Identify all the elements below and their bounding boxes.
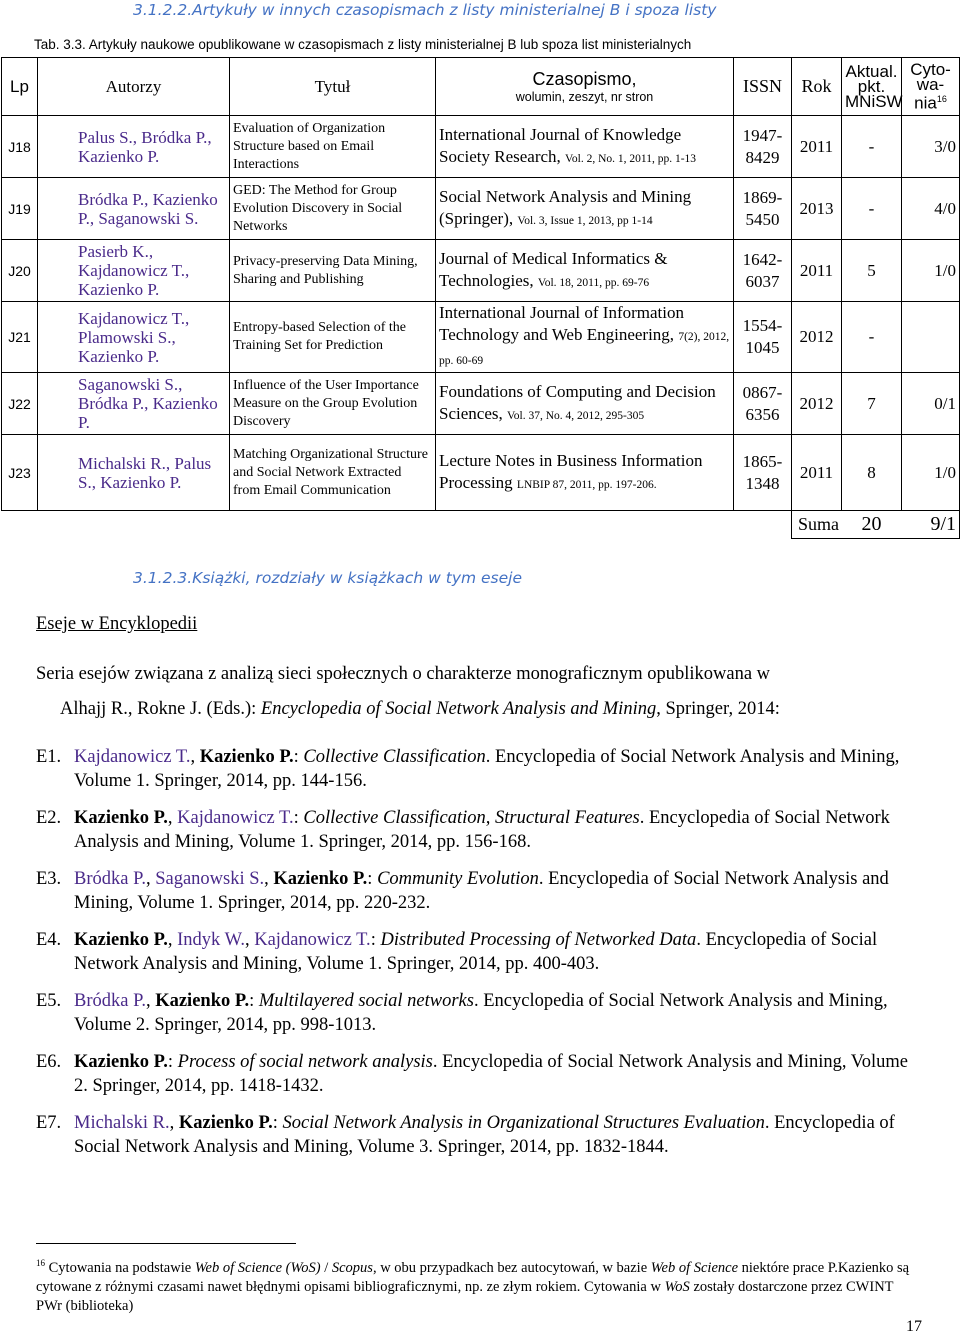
- row-citations: 1/0: [902, 240, 960, 302]
- list-item: E7. Michalski R., Kazienko P.: Social Network Analysis in Organizational Structures Evaluation. Encyclopedia of Social Network Analysis and Mining, Volume 3. Springer, 2014, pp. 1832-1844.: [36, 1113, 895, 1157]
- table-row: [2, 373, 960, 435]
- row-authors: Michalski R., Palus S., Kazienko P.: [38, 435, 230, 511]
- row-title: Matching Organizational Structure and Social Network Extracted from Email Communication: [230, 435, 436, 511]
- row-lp: J19: [2, 178, 38, 240]
- header-issn: ISSN: [734, 58, 792, 116]
- table-header-row: [2, 58, 960, 116]
- row-points: 7: [842, 373, 902, 435]
- row-title: GED: The Method for Group Evolution Discovery in Social Networks: [230, 178, 436, 240]
- row-journal: International Journal of Knowledge Society Research, Vol. 2, No. 1, 2011, pp. 1-13: [436, 116, 734, 178]
- sum-citations: 9/1: [902, 511, 960, 539]
- header-points: Aktual. pkt. MNiSW: [842, 58, 902, 116]
- row-lp: J22: [2, 373, 38, 435]
- table-row: [2, 302, 960, 373]
- row-citations: [902, 302, 960, 373]
- row-lp: J18: [2, 116, 38, 178]
- list-item: E5. Bródka P., Kazienko P.: Multilayered social networks. Encyclopedia of Social Network Analysis and Mining, Volume 2. Springer, 2014, pp. 998-1013.: [36, 991, 888, 1035]
- subsection-heading: 3.1.2.3.Książki, rozdziały w książkach w tym eseje: [133, 569, 523, 587]
- row-title: Evaluation of Organization Structure based on Email Interactions: [230, 116, 436, 178]
- row-points: 8: [842, 435, 902, 511]
- row-lp: J23: [2, 435, 38, 511]
- header-citations: Cyto- wa- nia$^{16}$: [902, 58, 960, 116]
- row-title: Privacy-preserving Data Mining, Sharing and Publishing: [230, 240, 436, 302]
- sum-row: [2, 511, 960, 539]
- row-authors: Kajdanowicz T., Plamowski S., Kazienko P.: [38, 302, 230, 373]
- row-authors: Saganowski S., Bródka P., Kazienko P.: [38, 373, 230, 435]
- row-points: -: [842, 302, 902, 373]
- row-citations: 3/0: [902, 116, 960, 178]
- section-heading: 3.1.2.2.Artykuły w innych czasopismach z listy ministerialnej B i spoza listy: [133, 1, 717, 19]
- footnote: $^{16}$ Cytowania na podstawie Web of Science (WoS) / Scopus, w obu przypadkach bez autocytowań, w bazie Web of Science niektóre prace P.Kazienko są cytowane z różnymi czasami nawet błędnymi opisami bibliograficznymi, np. ze złym rokiem. Cytowania w WoS zostały dostarczone przez CWINT PWr (biblioteka): [36, 1258, 910, 1314]
- row-journal: Lecture Notes in Business Information Processing LNBIP 87, 2011, pp. 197-206.: [436, 435, 734, 511]
- table-row: [2, 240, 960, 302]
- page-number: 17: [906, 1318, 922, 1335]
- row-journal: Social Network Analysis and Mining (Springer), Vol. 3, Issue 1, 2013, pp 1-14: [436, 178, 734, 240]
- intro-line-2: Alhajj R., Rokne J. (Eds.): Encyclopedia of Social Network Analysis and Mining, Springer, 2014:: [60, 699, 780, 719]
- table-row: [2, 435, 960, 511]
- row-authors: Bródka P., Kazienko P., Saganowski S.: [38, 178, 230, 240]
- essays-heading: Eseje w Encyklopedii: [36, 614, 198, 634]
- row-year: 2012: [792, 373, 842, 435]
- table-row: [2, 116, 960, 178]
- row-issn: 1865-1348: [734, 435, 792, 511]
- row-issn: 1947-8429: [734, 116, 792, 178]
- row-points: -: [842, 178, 902, 240]
- row-journal: International Journal of Information Technology and Web Engineering, 7(2), 2012, pp. 60-69: [436, 302, 734, 373]
- row-lp: J20: [2, 240, 38, 302]
- row-issn: 0867-6356: [734, 373, 792, 435]
- row-title: Influence of the User Importance Measure on the Group Evolution Discovery: [230, 373, 436, 435]
- list-item: E4. Kazienko P., Indyk W., Kajdanowicz T.: Distributed Processing of Networked Data. Encyclopedia of Social Network Analysis and Mining, Volume 1. Springer, 2014, pp. 400-403.: [36, 930, 878, 974]
- row-year: 2011: [792, 435, 842, 511]
- row-title: Entropy-based Selection of the Training Set for Prediction: [230, 302, 436, 373]
- row-lp: J21: [2, 302, 38, 373]
- row-points: 5: [842, 240, 902, 302]
- row-citations: 4/0: [902, 178, 960, 240]
- table-row: [2, 178, 960, 240]
- intro-line-1: Seria esejów związana z analizą sieci społecznych o charakterze monograficznym opublikowana w: [36, 664, 771, 684]
- footnote-divider: [36, 1243, 296, 1244]
- header-year: Rok: [792, 58, 842, 116]
- row-issn: 1642-6037: [734, 240, 792, 302]
- row-issn: 1869-5450: [734, 178, 792, 240]
- row-journal: Journal of Medical Informatics & Technologies, Vol. 18, 2011, pp. 69-76: [436, 240, 734, 302]
- table-caption: Tab. 3.3. Artykuły naukowe opublikowane w czasopismach z listy ministerialnej B lub spoza list ministerialnych: [34, 37, 692, 52]
- row-year: 2012: [792, 302, 842, 373]
- row-points: -: [842, 116, 902, 178]
- header-title: Tytuł: [230, 58, 436, 116]
- list-item: E1. Kajdanowicz T., Kazienko P.: Collective Classification. Encyclopedia of Social Network Analysis and Mining, Volume 1. Springer, 2014, pp. 144-156.: [36, 747, 900, 791]
- row-issn: 1554-1045: [734, 302, 792, 373]
- row-citations: 1/0: [902, 435, 960, 511]
- row-journal: Foundations of Computing and Decision Sciences, Vol. 37, No. 4, 2012, 295-305: [436, 373, 734, 435]
- list-item: E3. Bródka P., Saganowski S., Kazienko P.: Community Evolution. Encyclopedia of Social Network Analysis and Mining, Volume 1. Springer, 2014, pp. 220-232.: [36, 869, 889, 913]
- list-item: E6. Kazienko P.: Process of social network analysis. Encyclopedia of Social Network Analysis and Mining, Volume 2. Springer, 2014, pp. 1418-1432.: [36, 1052, 908, 1096]
- row-year: 2011: [792, 116, 842, 178]
- row-authors: Palus S., Bródka P., Kazienko P.: [38, 116, 230, 178]
- row-year: 2013: [792, 178, 842, 240]
- publications-table: [1, 57, 960, 539]
- row-year: 2011: [792, 240, 842, 302]
- list-item: E2. Kazienko P., Kajdanowicz T.: Collective Classification, Structural Features. Encyclopedia of Social Network Analysis and Mining, Volume 1. Springer, 2014, pp. 156-168.: [36, 808, 890, 852]
- sum-label: Suma: [792, 511, 842, 539]
- sum-points: 20: [842, 511, 902, 539]
- header-journal: Czasopismo, wolumin, zeszyt, nr stron: [436, 58, 734, 116]
- row-citations: 0/1: [902, 373, 960, 435]
- row-authors: Pasierb K., Kajdanowicz T., Kazienko P.: [38, 240, 230, 302]
- header-lp: Lp: [2, 58, 38, 116]
- header-authors: Autorzy: [38, 58, 230, 116]
